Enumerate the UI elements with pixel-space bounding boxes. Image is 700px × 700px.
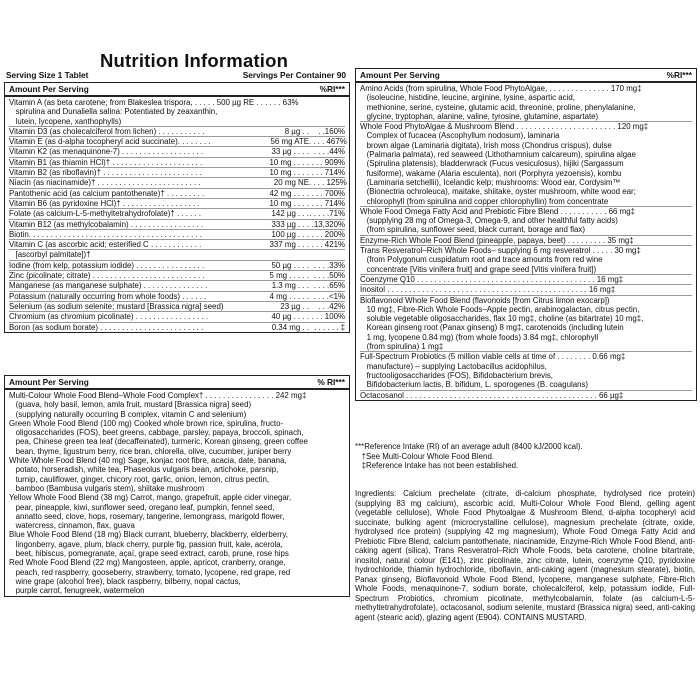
nutrient-ri: . . . .44% bbox=[313, 147, 345, 157]
nutrient-ri: . . . 909% bbox=[311, 157, 345, 167]
nutrient-row bbox=[9, 281, 345, 291]
footnote: †See Multi-Colour Whole Food Blend. bbox=[355, 451, 495, 461]
nutrient-ri: . . . . . . ‡ bbox=[314, 322, 345, 332]
nutrient-ri: . . . 700% bbox=[311, 188, 345, 198]
nutrient-name: Vitamin C (as ascorbic acid; esterified C . . . . . . . . . . . . bbox=[9, 240, 202, 250]
nutrient-ri: . . . 200% bbox=[311, 229, 345, 239]
blends-table-header bbox=[5, 376, 349, 390]
nutrient-row bbox=[9, 127, 345, 137]
blend-row: Multi-Colour Whole Food Blend–Whole Food Complex† . . . . . . . . . . . . . . . . 242 mg‡ (guava, holy basil, lemon, amla fruit, mustard [Brassica nigra] seed) (supplying naturally occurring B complex, vitamin C and selenium) Green Whole Food Blend (100 mg) Cooked whole brown rice, spirulina, fructo- oligosaccharides (FOS), beet greens, cabbage, parsley, papaya, broccoli, spinach, pea, Chinese green tea leaf (decaffeinated), turmeric, Korean ginseng, green coffee bean, thyme, ligustrum berry, rice bran, chlorella, olive, cucumber, juniper berry White Whole Food Blend (40 mg) Sage, konjac root fibre, acacia, date, banana, potato, horseradish, white tea, Phaseolus vulgaris bean, artichoke, parsnip, turnip, cauliflower, ginger, chicory root, garlic, onion, lemon, citrus pectin, bamboo (Bambusa vulgaris stem), shiitake mushroom Yellow Whole Food Blend (38 mg) Carrot, mango, grapefruit, apple cider vinegar, pear, pineapple, kiwi, sunflower seed, oregano leaf, pumpkin, fennel seed, annatto seed, clove, hops, rosemary, tangerine, lemongrass, marigold flower, watercress, cinnamon, flax, guava Blue Whole Food Blend (18 mg) Black currant, blueberry, blackberry, elderberry, lingonberry, agave, plum, black cherry, purple fig, passion fruit, kale, acerola, beet, hibiscus, pomegranate, açaí, grape seed extract, carob, prune, rose hips Red Whole Food Blend (22 mg) Mangosteen, apple, apricot, cranberry, orange, peach, red raspberry, gooseberry, strawberry, tomato, lycopene, red grape, red wine grape (alcohol free), black raspberry, bilberry, nopal cactus, purple carrot, fenugreek, watermelon bbox=[9, 391, 308, 596]
header-ri-label: %RI*** bbox=[666, 70, 692, 80]
nutrient-row bbox=[9, 158, 345, 168]
vitamins-rows bbox=[5, 97, 349, 332]
nutrient-ri: .13,320% bbox=[311, 219, 345, 229]
nutrient-row bbox=[9, 147, 345, 157]
nutrient-row bbox=[9, 209, 345, 219]
nutrient-row bbox=[9, 250, 345, 260]
nutrient-row bbox=[9, 261, 345, 271]
nutrient-amount: 8 µg . . bbox=[284, 126, 309, 136]
nutrient-name: Vitamin A (as beta carotene; from Blakeslea trispora, . . . . . 500 µg RE . . . . . . 63% spirulina and Dunaliella salina: Potentiated by zeaxanthin, lutein, lycopene, xanthophylls) bbox=[9, 98, 299, 126]
nutrient-row bbox=[9, 323, 345, 332]
nutrient-name: Vitamin E (as d-alpha tocopheryl acid succinate). . . . . . . . bbox=[9, 137, 211, 147]
nutrient-row bbox=[9, 292, 345, 302]
right-table bbox=[355, 68, 697, 401]
nutrient-ri: . . . 421% bbox=[311, 240, 345, 250]
nutrient-amount: 333 µg . . . bbox=[271, 219, 309, 229]
nutrient-ri: . .160% bbox=[318, 126, 345, 136]
nutrient-row bbox=[9, 271, 345, 281]
nutrient-amount: 4 mg . . . . . bbox=[269, 291, 309, 301]
nutrient-name: [ascorbyl palmitate])† bbox=[9, 250, 91, 260]
ingredients-text: Ingredients: Calcium prechelate (citrate, di-calcium phosphate, hydrolysed rice protein) (supplying 83 mg calcium), ascorbic acid, Multi-Colour Whole Food Blend, gelling agent (vegetable cellulose), Whole Food Phytoalgae & Mushroom Blend, d-alpha tocopheryl acid succinate, bulking agent (microcrystalline cellulose), magnesium prechelate (citrate, oxide, hydrolysed rice protein) (supplying 42 mg magnesium), Whole Food Omega Fatty Acid and Prebiotic Fibre Blend, calcium pantothenate, niacinamide, Enzyme-Rich Whole Food Blend, anti-caking agent (silica), Trans Resveratrol–Rich Whole Foods, beta carotene, choline bitartrate, inositol, natural colour (E141), zinc picolinate, zinc citrate, lutein, coenzyme Q10, pyridoxine hydrochloride, thiamin hydrochloride, riboflavin, anti-caking agent (magnesium stearate), biotin, Panax ginseng, Bioflavonoid Whole Food Blend, lycopene, manganese sulphate, Fibre-Rich Whole Foods, menaquinone-7, sodium borate, cholecalciferol, kelp, potassium iodide, Full-Spectrum Probiotics, chromium picolinate, methylcobalamin, folate (as calcium-L-5-methyltetrahydrofolate), octacosanol, sodium selenite, mustard (Brassica nigra) seed, anti-caking agent (stearic acid), glazing agent (E904). CONTAINS MUSTARD. bbox=[355, 489, 695, 622]
blend-row: Whole Food PhytoAlgae & Mushroom Blend . . . . . . . . . . . . . . . . . . . . . . . 120 mg‡ Complex of fucacea (Ascophyllum nodosum), laminaria brown algae (Laminaria digitata), Irish moss (Chondrus crispus), dulse (Palmaria palmata), red seaweed (Lithothamnium calcareum), spirulina algae (Spirulina platensis), bladderwrack (Fucus vesiculosus), hijiki (Sargassum fusiforme), wakame (Alaria esculenta), nori (Porphyra yezoensis), kombu (Laminaria setchellii), Icelandic kelp; mushrooms: Wood ear, Cordysim™ (Bionectria ochroleuca), maitake, shiitake, oyster mushroom, white wood ear; chlorophyll (from spirulina and copper chlorophyllin) from concentrate bbox=[360, 122, 692, 207]
header-amount-label: Amount Per Serving bbox=[9, 377, 89, 387]
nutrient-name: Vitamin B2 (as riboflavin)† . . . . . . . . . . . . . . . . . . . . . . . bbox=[9, 168, 202, 178]
nutrient-ri: . . . . 467% bbox=[309, 137, 347, 147]
blends-table bbox=[4, 375, 350, 597]
nutrient-row bbox=[9, 240, 345, 250]
blend-row: Amino Acids (from spirulina, Whole Food PhytoAlgae, . . . . . . . . . . . . . . 170 mg‡ (isoleucine, histidine, leucine, arginine, lysine, aspartic acid, methionine, serine, cysteine, glutamic acid, threonine, proline, phenylalanine, glycine, tryptophan, alanine, valine, tyrosine, glutamine, aspartate) bbox=[360, 84, 692, 122]
nutrient-amount: 5 mg . . . . . bbox=[269, 271, 309, 281]
header-ri-label: % RI*** bbox=[317, 377, 345, 387]
serving-size: Serving Size 1 Tablet bbox=[6, 70, 89, 80]
nutrient-name: Vitamin B1 (as thiamin HCl)† . . . . . . . . . . . . . . . . . . . . . bbox=[9, 157, 203, 167]
nutrient-name: Niacin (as niacinamide)† . . . . . . . . . . . . . . . . . . . . . . . . bbox=[9, 178, 201, 188]
nutrient-amount: 50 µg . . . . bbox=[271, 260, 309, 270]
nutrient-amount: 33 µg . . . . bbox=[271, 147, 309, 157]
nutrient-amount: 10 mg . . . . bbox=[269, 168, 309, 178]
right-rows bbox=[356, 83, 696, 400]
nutrient-name: Potassium (naturally occurring from whole foods) . . . . . . bbox=[9, 291, 207, 301]
nutrient-ri: . . . . .71% bbox=[309, 209, 345, 219]
right-table-header bbox=[356, 69, 696, 83]
blend-row: Coenzyme Q10 . . . . . . . . . . . . . . . . . . . . . . . . . . . . . . . . . . . . . . . . . 16 mg‡ bbox=[360, 275, 692, 285]
blend-row: Inositol . . . . . . . . . . . . . . . . . . . . . . . . . . . . . . . . . . . . . . . . . . . . . . 16 mg‡ bbox=[360, 285, 692, 295]
footnotes bbox=[355, 442, 695, 471]
nutrient-amount: 20 mg NE bbox=[273, 178, 309, 188]
nutrient-name: Pantothenic acid (as calcium pantothenate)† . . . . . . . . . bbox=[9, 188, 205, 198]
nutrient-row bbox=[9, 220, 345, 230]
nutrient-row bbox=[9, 199, 345, 209]
nutrient-amount: 142 µg . . . bbox=[271, 209, 309, 219]
nutrient-row bbox=[9, 98, 345, 127]
nutrient-row bbox=[9, 178, 345, 188]
nutrient-name: Iodine (from kelp, potassium iodide) . . . . . . . . . . . . . . . . bbox=[9, 260, 205, 270]
nutrient-name: Vitamin K2 (as menaquinone-7) . . . . . . . . . . . . . . . . . . . bbox=[9, 147, 204, 157]
nutrient-name: Chromium (as chromium picolinate) . . . . . . . . . . . . . . . . . bbox=[9, 312, 209, 322]
nutrient-amount: 42 mg . . . . bbox=[269, 188, 309, 198]
serving-info bbox=[6, 70, 346, 80]
header-amount-label: Amount Per Serving bbox=[360, 70, 440, 80]
nutrient-amount: 0.34 mg . . bbox=[271, 322, 309, 332]
nutrient-ri: . . .42% bbox=[318, 301, 345, 311]
nutrient-name: Folate (as calcium-L-5-methyltetrahydrofolate)† . . . . . . bbox=[9, 209, 202, 219]
nutrient-name: Biotin. . . . . . . . . . . . . . . . . . . . . . . . . . . . . . . . . . . . . . . . bbox=[9, 229, 202, 239]
nutrient-ri: . . . 100% bbox=[311, 312, 345, 322]
nutrient-amount: 337 mg . . . bbox=[269, 240, 309, 250]
blend-row: Trans Resveratrol–Rich Whole Foods– supplying 6 mg resveratrol . . . . . 30 mg‡ (from Polygonum cuspidatum root and trace amounts from red wine concentrate [Vitis vinifera fruit] and grape seed [Vitis vinifera fruit]) bbox=[360, 246, 692, 275]
nutrient-ri: . . . 714% bbox=[311, 198, 345, 208]
nutrient-name: Vitamin D3 (as cholecalciferol from lichen) . . . . . . . . . . . bbox=[9, 126, 205, 136]
nutrient-amount: 56 mg ATE bbox=[270, 137, 309, 147]
nutrient-name: Selenium (as sodium selenite; mustard [Brassica nigra] seed) bbox=[9, 301, 224, 311]
nutrient-amount: 23 µg . . bbox=[280, 301, 309, 311]
nutrient-amount: 10 mg . . . . bbox=[269, 198, 309, 208]
nutrient-ri: . . . .33% bbox=[313, 260, 345, 270]
nutrient-ri: . . . .65% bbox=[313, 281, 345, 291]
nutrient-amount: 10 mg . . . . bbox=[269, 157, 309, 167]
blend-row: Bioflavonoid Whole Food Blend (flavonoids [from Citrus limon exocarp]) 10 mg‡, Fibre-Rich Whole Foods–Apple pectin, arabinogalactan, citrus pectin, soluble vegetable oligosaccharides, flax 10 mg‡, choline (as bitartrate) 10 mg‡, Korean ginseng root (Panax ginseng) 8 mg‡, carotenoids (including lutein 1 mg, lycopene 0.84 mg) (from whole foods) 3.84 mg‡, chlorophyll (from spirulina) 1 mg‡ bbox=[360, 296, 692, 353]
blend-row: Enzyme-Rich Whole Food Blend (pineapple, papaya, beet) . . . . . . . . . 35 mg‡ bbox=[360, 236, 692, 246]
nutrient-row bbox=[9, 168, 345, 178]
nutrient-ri: . . . . 125% bbox=[309, 178, 347, 188]
nutrient-row bbox=[9, 230, 345, 240]
nutrient-amount: 100 µg . . . bbox=[271, 229, 309, 239]
page-title: Nutrition Information bbox=[100, 50, 289, 71]
nutrient-row bbox=[9, 189, 345, 199]
vitamins-table-header bbox=[5, 83, 349, 97]
servings-per-container: Servings Per Container 90 bbox=[242, 70, 346, 80]
nutrient-name: Vitamin B12 (as methylcobalamin) . . . . . . . . . . . . . . . . . bbox=[9, 219, 204, 229]
nutrient-name: Boron (as sodium borate) . . . . . . . . . . . . . . . . . . . . . . . . bbox=[9, 322, 204, 332]
nutrient-row bbox=[9, 137, 345, 147]
nutrient-row bbox=[9, 302, 345, 312]
blend-row: Octacosanol . . . . . . . . . . . . . . . . . . . . . . . . . . . . . . . . . . . . . . . . . . . . 66 µg‡ bbox=[360, 390, 624, 400]
nutrient-ri: . . . 714% bbox=[311, 168, 345, 178]
nutrient-row bbox=[9, 312, 345, 322]
nutrient-ri: . . . .<1% bbox=[313, 291, 345, 301]
blend-row: Full-Spectrum Probiotics (5 million viable cells at time of . . . . . . . . 0.66 mg‡ manufacture) – supplying Lactobacillus acidophilus, fructooligosaccharides (FOS), Bifidobacterium brevis, Bifidobacterium lactis, B. bifidum, L. sporogenes (B. coagulans) bbox=[360, 352, 692, 390]
blends-rows bbox=[5, 390, 349, 596]
nutrient-amount: 40 µg . . . . bbox=[271, 312, 309, 322]
nutrient-name: Vitamin B6 (as pyridoxine HCl)† . . . . . . . . . . . . . . . . . . bbox=[9, 198, 200, 208]
header-amount-label: Amount Per Serving bbox=[9, 84, 89, 94]
nutrient-amount: 1.3 mg . . . bbox=[271, 281, 309, 291]
vitamins-table bbox=[4, 82, 350, 333]
footnote: ***Reference Intake (RI) of an average adult (8400 kJ/2000 kcal). bbox=[355, 442, 583, 451]
nutrient-name: Manganese (as manganese sulphate) . . . . . . . . . . . . . . . bbox=[9, 281, 208, 291]
footnote: ‡Reference Intake has not been established. bbox=[355, 461, 519, 471]
nutrient-ri: . . . .50% bbox=[313, 271, 345, 281]
header-ri-label: %RI*** bbox=[319, 84, 345, 94]
blend-row: Whole Food Omega Fatty Acid and Prebiotic Fibre Blend . . . . . . . . . . . 66 mg‡ (supplying 28 mg of Omega-3, Omega-9, and other healthful fatty acids) (from spirulina, sunflower seed, black currant, borage and flax) bbox=[360, 207, 692, 236]
nutrient-name: Zinc (picolinate; citrate) . . . . . . . . . . . . . . . . . . . . . . . . . . bbox=[9, 271, 205, 281]
